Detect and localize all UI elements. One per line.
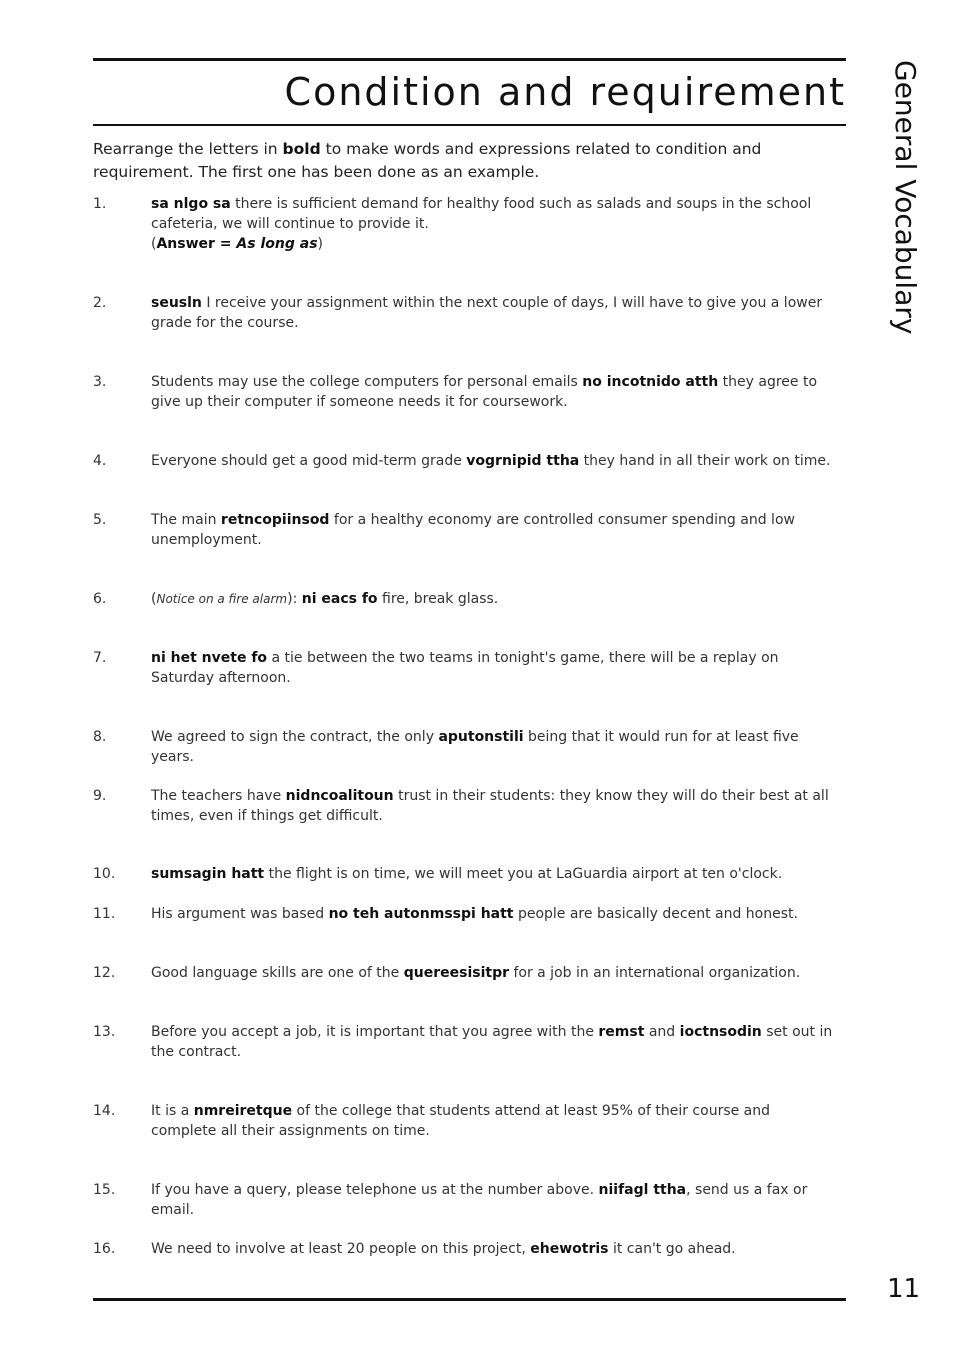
item-number: 5.	[93, 512, 107, 528]
item-number: 6.	[93, 591, 107, 607]
item-number: 8.	[93, 729, 107, 745]
scrambled-word: ni eacs fo	[301, 591, 378, 607]
item-text	[151, 293, 833, 333]
exercise-item-11	[93, 904, 833, 924]
page-title: Condition and requirement	[284, 70, 846, 114]
item-number: 14.	[93, 1103, 116, 1119]
scrambled-word-2: ioctnsodin	[679, 1024, 762, 1040]
item-sentence-start: Everyone should get a good mid-term grade	[151, 453, 467, 469]
exercise-item-12	[93, 963, 833, 983]
exercise-item-13	[93, 1022, 833, 1062]
note-close-paren: ):	[287, 591, 302, 607]
item-sentence: of the college that students attend at least 95% of their course and complete all their assignments on time.	[151, 1103, 771, 1139]
exercise-item-16	[93, 1239, 833, 1259]
item-text	[151, 786, 833, 826]
scrambled-word: nidncoalitoun	[285, 788, 394, 804]
item-sentence: a tie between the two teams in tonight's game, there will be a replay on Saturday afternoon.	[151, 650, 779, 686]
scrambled-word: no incotnido atth	[582, 374, 719, 390]
item-text	[151, 727, 833, 767]
item-sentence: they hand in all their work on time.	[579, 453, 831, 469]
item-number: 12.	[93, 965, 116, 981]
item-text	[151, 864, 833, 884]
item-sentence: people are basically decent and honest.	[513, 906, 798, 922]
item-text	[151, 589, 833, 609]
instructions-part1: Rearrange the letters in	[93, 140, 283, 158]
scrambled-word: sa nlgo sa	[151, 196, 231, 212]
scrambled-word: sumsagin hatt	[151, 866, 265, 882]
item-sentence-end: set out in the contract.	[151, 1024, 833, 1060]
scrambled-word: seusln	[151, 295, 202, 311]
item-sentence: trust in their students: they know they will do their best at all times, even if things get difficult.	[151, 788, 829, 824]
item-text	[151, 1180, 833, 1220]
item-sentence-middle: and	[644, 1024, 680, 1040]
item-number: 11.	[93, 906, 116, 922]
exercise-item-15	[93, 1180, 833, 1220]
top-rule	[93, 58, 846, 61]
item-text	[151, 372, 833, 412]
item-sentence-start: Before you accept a job, it is important that you agree with the	[151, 1024, 599, 1040]
item-sentence: fire, break glass.	[377, 591, 499, 607]
answer-open-paren: (	[151, 236, 157, 252]
item-sentence-start: We agreed to sign the contract, the only	[151, 729, 439, 745]
exercise-item-2	[93, 293, 833, 333]
instructions-part2: to make words and expressions related to condition and requirement. The first one has been done as an example.	[93, 140, 762, 181]
exercise-item-3	[93, 372, 833, 412]
scrambled-word: nmreiretque	[193, 1103, 293, 1119]
item-sentence: for a healthy economy are controlled consumer spending and low unemployment.	[151, 512, 795, 548]
item-sentence-start: The main	[151, 512, 221, 528]
item-sentence-start: We need to involve at least 20 people on this project,	[151, 1241, 531, 1257]
instructions-bold-word: bold	[282, 140, 321, 158]
instructions	[93, 138, 853, 184]
item-sentence: there is sufficient demand for healthy food such as salads and soups in the school cafeteria, we will continue to provide it.	[151, 196, 812, 232]
scrambled-word: quereesisitpr	[403, 965, 509, 981]
answer-value: As long as	[236, 236, 318, 252]
item-sentence: the flight is on time, we will meet you at LaGuardia airport at ten o'clock.	[264, 866, 783, 882]
example-answer	[151, 234, 833, 254]
answer-label: Answer =	[156, 236, 237, 252]
exercise-item-6	[93, 589, 833, 609]
item-sentence-start: The teachers have	[151, 788, 286, 804]
exercise-item-8	[93, 727, 833, 767]
item-sentence: for a job in an international organization.	[509, 965, 801, 981]
item-sentence-start: It is a	[151, 1103, 194, 1119]
side-section-label: General Vocabulary	[889, 60, 922, 335]
item-text	[151, 1022, 833, 1062]
item-text	[151, 1239, 833, 1259]
item-number: 9.	[93, 788, 107, 804]
item-number: 4.	[93, 453, 107, 469]
bottom-rule	[93, 1298, 846, 1301]
exercise-item-4	[93, 451, 833, 471]
item-sentence: it can't go ahead.	[608, 1241, 736, 1257]
scrambled-word: remst	[598, 1024, 645, 1040]
item-sentence: they agree to give up their computer if someone needs it for coursework.	[151, 374, 818, 410]
item-number: 2.	[93, 295, 107, 311]
scrambled-word: aputonstili	[438, 729, 524, 745]
item-number: 15.	[93, 1182, 116, 1198]
item-number: 7.	[93, 650, 107, 666]
item-sentence-start: His argument was based	[151, 906, 329, 922]
item-sentence: , send us a fax or email.	[151, 1182, 808, 1218]
answer-close-paren: )	[317, 236, 323, 252]
item-text	[151, 904, 833, 924]
scrambled-word: retncopiinsod	[220, 512, 330, 528]
exercise-item-9	[93, 786, 833, 826]
exercise-item-1	[93, 194, 833, 254]
scrambled-word: no teh autonmsspi hatt	[328, 906, 514, 922]
exercise-item-14	[93, 1101, 833, 1141]
scrambled-word: niifagl ttha	[598, 1182, 687, 1198]
item-text	[151, 1101, 833, 1141]
scrambled-word: ni het nvete fo	[151, 650, 268, 666]
item-text	[151, 451, 833, 471]
note-open-paren: (	[151, 591, 157, 607]
page-number: 11	[887, 1274, 921, 1304]
item-text	[151, 194, 833, 254]
scrambled-word: vogrnipid ttha	[466, 453, 580, 469]
item-text	[151, 510, 833, 550]
exercise-item-10	[93, 864, 833, 884]
scrambled-word: ehewotris	[530, 1241, 609, 1257]
item-number: 16.	[93, 1241, 116, 1257]
item-number: 10.	[93, 866, 116, 882]
fire-alarm-note: Notice on a fire alarm	[156, 592, 288, 606]
title-rule	[93, 124, 846, 126]
item-sentence-start: If you have a query, please telephone us at the number above.	[151, 1182, 599, 1198]
item-sentence-start: Students may use the college computers for personal emails	[151, 374, 583, 390]
exercise-item-5	[93, 510, 833, 550]
item-sentence-start: Good language skills are one of the	[151, 965, 404, 981]
item-sentence: being that it would run for at least five years.	[151, 729, 799, 765]
item-number: 3.	[93, 374, 107, 390]
item-text	[151, 963, 833, 983]
exercise-item-7	[93, 648, 833, 688]
item-number: 13.	[93, 1024, 116, 1040]
item-number: 1.	[93, 196, 107, 212]
item-sentence: I receive your assignment within the next couple of days, I will have to give you a lower grade for the course.	[151, 295, 823, 331]
item-text	[151, 648, 833, 688]
